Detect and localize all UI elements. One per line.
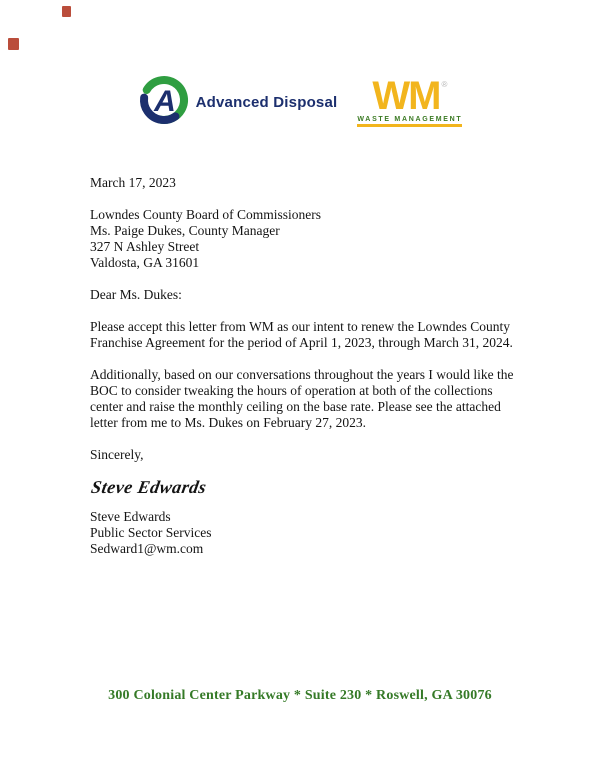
recipient-line: Ms. Paige Dukes, County Manager (90, 223, 280, 238)
footer-address: 300 Colonial Center Parkway * Suite 230 * Roswell, GA 30076 (108, 688, 492, 703)
wm-subtext-block (357, 116, 462, 127)
closing: Sincerely, (90, 447, 144, 462)
logo-row (0, 0, 600, 131)
svg-text:A: A (153, 85, 176, 118)
advanced-disposal-swoosh-icon (138, 74, 190, 131)
letter-date: March 17, 2023 (90, 175, 176, 190)
handwritten-signature: Steve Edwards (89, 477, 209, 497)
salutation: Dear Ms. Dukes: (90, 287, 182, 302)
advanced-disposal-logo (138, 74, 338, 131)
recipient-address (90, 207, 522, 271)
waste-management-text: WASTE MANAGEMENT (357, 115, 463, 123)
sender-email: Sedward1@wm.com (90, 541, 204, 556)
wm-logo (357, 73, 463, 127)
letter-body (90, 175, 522, 557)
registered-trademark-icon: ® (441, 79, 448, 89)
wm-letters: WM (372, 73, 440, 118)
sender-block (90, 509, 522, 557)
red-scan-mark-2 (8, 38, 19, 50)
advanced-disposal-wordmark: Advanced Disposal (195, 94, 338, 111)
sender-title: Public Sector Services (90, 525, 212, 540)
recipient-line: 327 N Ashley Street (90, 239, 200, 254)
recipient-line: Valdosta, GA 31601 (90, 255, 200, 270)
sender-name: Steve Edwards (90, 509, 171, 524)
paragraph-1: Please accept this letter from WM as our intent to renew the Lowndes County Franchise Agreement for the period of April 1, 2023, through March 31, 2024. (90, 319, 513, 350)
red-scan-mark-1 (62, 6, 71, 17)
wm-yellow-underline (357, 124, 462, 127)
paragraph-2: Additionally, based on our conversations throughout the years I would like the BOC to consider tweaking the hours of operation at both of the collections center and raise the monthly ceiling on the base rate. Please see the attached letter from me to Ms. Dukes on February 27, 2023. (90, 367, 514, 430)
recipient-line: Lowndes County Board of Commissioners (90, 207, 321, 222)
